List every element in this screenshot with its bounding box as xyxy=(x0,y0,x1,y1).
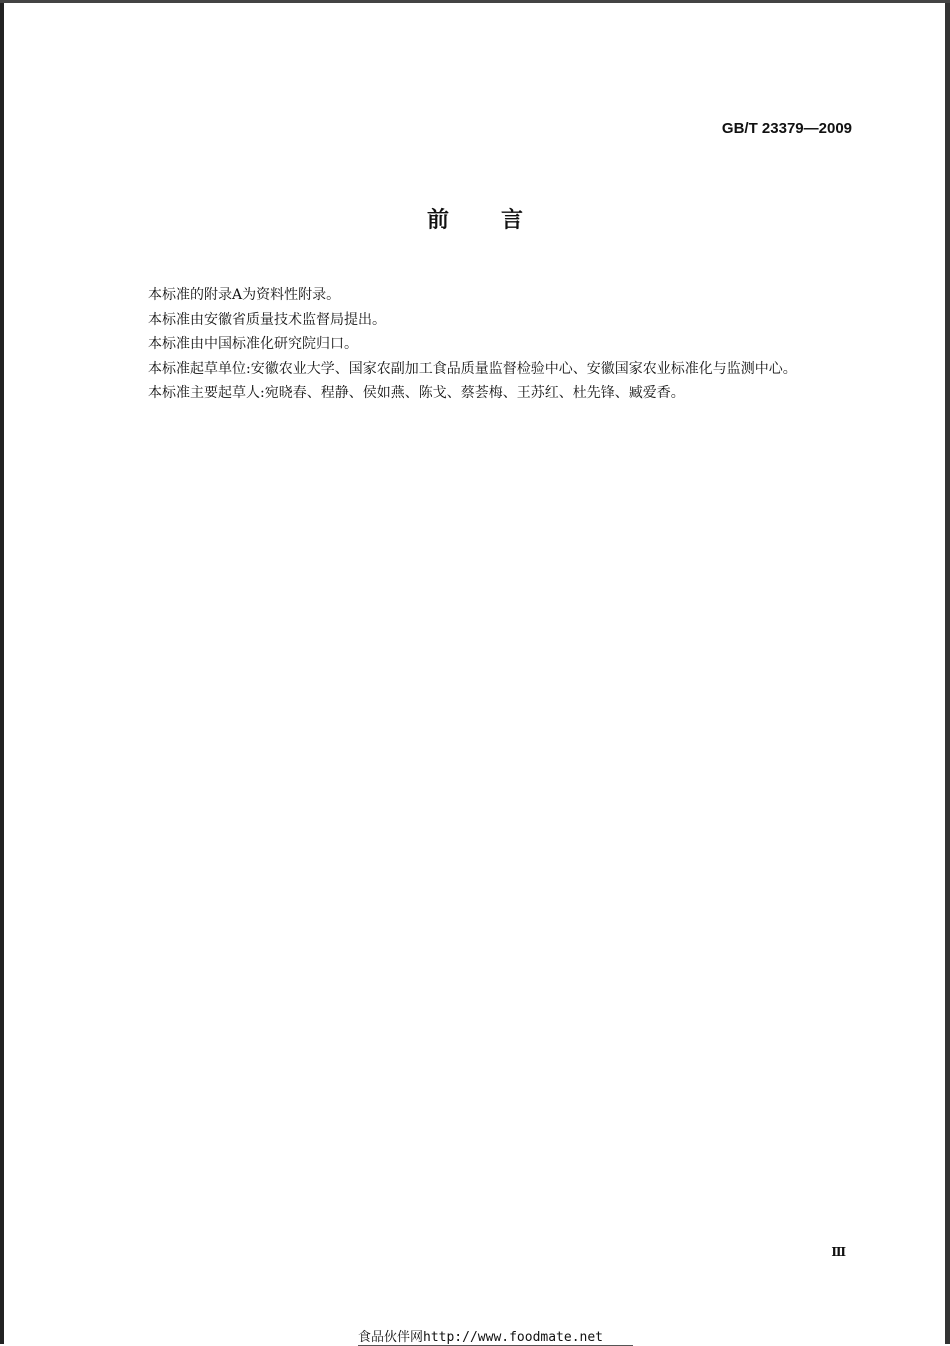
scan-edge-top xyxy=(0,0,950,3)
footer-watermark: 食品伙伴网http://www.foodmate.net xyxy=(358,1326,633,1346)
scan-edge-left xyxy=(0,0,4,1344)
scan-edge-right xyxy=(945,0,950,1344)
foreword-body xyxy=(120,283,855,406)
standard-number: GB/T 23379—2009 xyxy=(721,120,852,137)
paragraph-drafters: 本标准主要起草人:宛晓春、程静、侯如燕、陈戈、蔡荟梅、王苏红、杜先锋、臧爱香。 xyxy=(148,385,685,401)
paragraph-administrator: 本标准由中国标准化研究院归口。 xyxy=(148,336,358,352)
paragraph-appendix: 本标准的附录A为资料性附录。 xyxy=(148,287,341,303)
page-number: Ⅲ xyxy=(831,1245,846,1259)
paragraph-drafting-units: 本标准起草单位:安徽农业大学、国家农副加工食品质量监督检验中心、安徽国家农业标准化与监测中心。 xyxy=(148,360,797,377)
paragraph-proposer: 本标准由安徽省质量技术监督局提出。 xyxy=(148,311,386,328)
page-title: 前言 xyxy=(426,208,575,233)
